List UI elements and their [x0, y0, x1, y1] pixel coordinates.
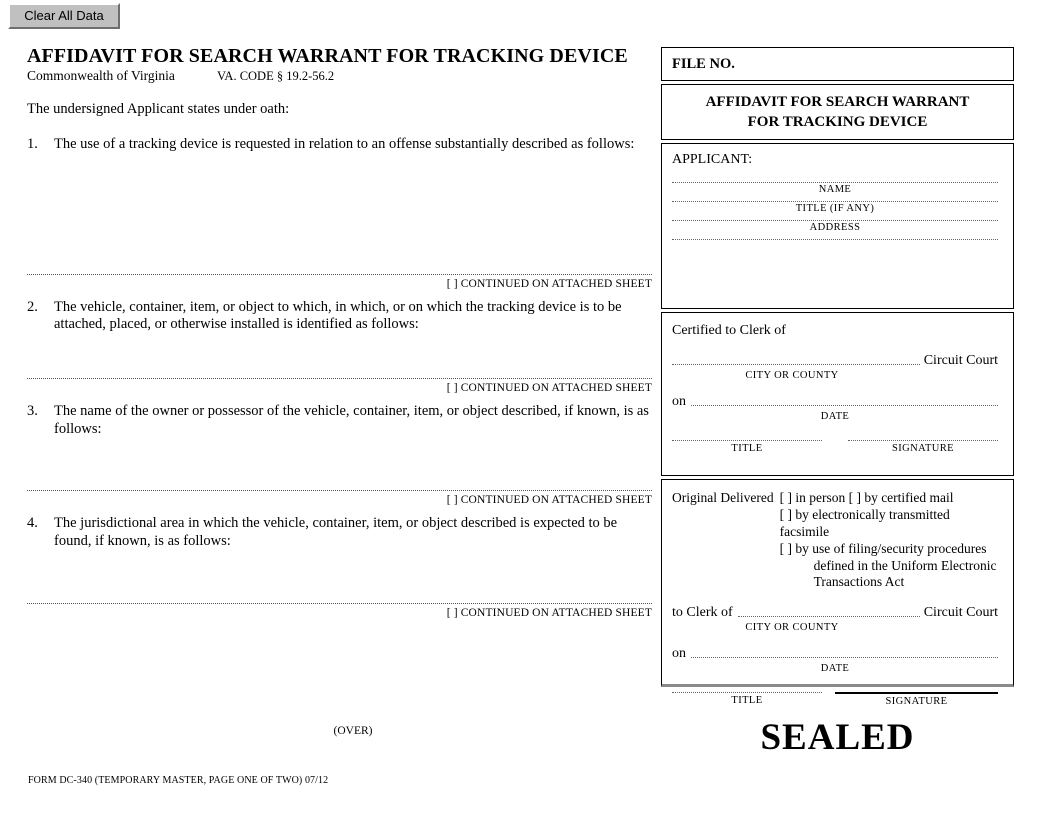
- field-rule: [835, 692, 998, 694]
- form-body: [27, 46, 652, 619]
- filing-security-line2: defined in the Uniform Electronic: [813, 557, 997, 573]
- filing-security-line3: Transactions Act: [813, 574, 905, 590]
- field-rule: [691, 657, 998, 658]
- sidebar-title-box: [661, 84, 1014, 140]
- code-reference-label: VA. CODE § 19.2-56.2: [217, 69, 335, 83]
- answer-area-4[interactable]: [27, 551, 652, 603]
- field-caption: NAME: [818, 184, 852, 195]
- continued-checkbox-1[interactable]: [ ] CONTINUED ON ATTACHED SHEET: [446, 277, 652, 290]
- delivered-options: [672, 490, 998, 591]
- form-item-2: [27, 299, 652, 334]
- field-caption: CITY OR COUNTY: [745, 622, 839, 634]
- answer-rule-4: [27, 603, 652, 604]
- certified-to-clerk-box: [661, 312, 1014, 476]
- field-rule: [672, 220, 998, 221]
- field-caption: SIGNATURE: [892, 443, 954, 454]
- toolbar: [0, 0, 1056, 35]
- delivered-city-county-field[interactable]: [672, 605, 998, 621]
- checkbox-filing-security[interactable]: [ ] by use of filing/security procedures: [779, 540, 987, 556]
- item-text: The use of a tracking device is requested in relation to an offense substantially described as follows:: [54, 136, 635, 152]
- certified-city-county-field[interactable]: [672, 353, 998, 369]
- certified-signature-field[interactable]: [848, 440, 998, 454]
- certified-heading: Certified to Clerk of: [672, 323, 786, 338]
- form-item-3: [27, 403, 652, 438]
- original-delivered-box: [661, 479, 1014, 708]
- applicant-title-field[interactable]: [672, 201, 998, 214]
- answer-rule-1: [27, 274, 652, 275]
- item-number: 4.: [27, 515, 38, 532]
- field-caption: TITLE: [731, 695, 763, 707]
- checkbox-certified-mail[interactable]: [ ] by certified mail: [848, 490, 954, 505]
- on-label: on: [672, 394, 686, 409]
- file-no-box[interactable]: [661, 47, 1014, 81]
- field-rule: [672, 239, 998, 240]
- delivered-date-field[interactable]: [672, 646, 998, 662]
- item-number: 2.: [27, 298, 38, 315]
- answer-area-1[interactable]: [27, 154, 652, 274]
- field-rule: [848, 440, 998, 441]
- page-title: AFFIDAVIT FOR SEARCH WARRANT FOR TRACKING DEVICE: [27, 45, 628, 67]
- delivered-signature-field[interactable]: [835, 692, 998, 707]
- field-caption: CITY OR COUNTY: [745, 370, 839, 381]
- answer-rule-2: [27, 378, 652, 379]
- jurisdiction-label: Commonwealth of Virginia: [27, 68, 175, 83]
- circuit-court-label: Circuit Court: [923, 605, 998, 621]
- delivered-signature-row: [672, 692, 998, 707]
- checkbox-facsimile[interactable]: [ ] by electronically transmitted facsimile: [779, 506, 950, 539]
- to-clerk-of-label: to Clerk of: [672, 605, 733, 621]
- applicant-address-field-line2[interactable]: [672, 239, 998, 240]
- answer-rule-3: [27, 490, 652, 491]
- field-caption: DATE: [820, 663, 850, 675]
- continued-checkbox-4[interactable]: [ ] CONTINUED ON ATTACHED SHEET: [446, 606, 652, 619]
- subtitle-row: [27, 68, 652, 85]
- oath-statement: The undersigned Applicant states under oath:: [27, 101, 290, 117]
- certified-signature-row: [672, 440, 998, 454]
- field-rule: [672, 182, 998, 183]
- form-item-4: [27, 515, 652, 550]
- checkbox-in-person[interactable]: [ ] in person: [779, 490, 846, 505]
- on-label: on: [672, 646, 686, 662]
- clear-all-data-button[interactable]: Clear All Data: [8, 3, 120, 29]
- circuit-court-label: Circuit Court: [923, 353, 998, 368]
- sidebar-title-line1: AFFIDAVIT FOR SEARCH WARRANT: [705, 93, 970, 110]
- field-rule: [691, 405, 998, 406]
- field-rule: [672, 692, 822, 693]
- field-rule: [738, 616, 920, 617]
- certified-title-field[interactable]: [672, 440, 822, 454]
- field-rule: [672, 201, 998, 202]
- continued-checkbox-3[interactable]: [ ] CONTINUED ON ATTACHED SHEET: [446, 494, 652, 507]
- answer-area-3[interactable]: [27, 438, 652, 490]
- original-delivered-label: Original Delivered: [672, 490, 774, 505]
- over-note: (OVER): [333, 725, 373, 737]
- sidebar-title-line2: FOR TRACKING DEVICE: [747, 114, 928, 130]
- form-number-label: FORM DC-340 (TEMPORARY MASTER, PAGE ONE OF TWO) 07/12: [28, 775, 329, 786]
- file-no-label: FILE NO.: [672, 56, 735, 72]
- applicant-box: [661, 143, 1014, 309]
- field-caption: DATE: [820, 411, 850, 422]
- field-caption: TITLE: [731, 443, 763, 454]
- continued-checkbox-2[interactable]: [ ] CONTINUED ON ATTACHED SHEET: [446, 382, 652, 395]
- field-caption: ADDRESS: [809, 222, 861, 233]
- applicant-name-field[interactable]: [672, 182, 998, 195]
- form-item-1: [27, 136, 652, 154]
- applicant-heading: APPLICANT:: [672, 152, 753, 167]
- field-caption: SIGNATURE: [885, 696, 948, 708]
- field-rule: [672, 364, 920, 365]
- field-rule: [672, 440, 822, 441]
- item-text: The jurisdictional area in which the vehicle, container, item, or object described is expected to be found, if known, is as follows:: [54, 515, 618, 550]
- item-text: The vehicle, container, item, or object to which, in which, or on which the tracking device is to be attached, placed, or otherwise installed is identified as follows:: [54, 298, 622, 333]
- sidebar: [661, 47, 1014, 708]
- answer-area-2[interactable]: [27, 334, 652, 378]
- item-number: 3.: [27, 403, 38, 420]
- item-number: 1.: [27, 136, 38, 152]
- certified-date-field[interactable]: [672, 394, 998, 410]
- field-caption: TITLE (IF ANY): [795, 203, 875, 214]
- item-text: The name of the owner or possessor of the vehicle, container, item, or object described, if known, is as follows:: [54, 403, 649, 437]
- applicant-address-field[interactable]: [672, 220, 998, 233]
- sealed-stamp: SEALED: [760, 717, 915, 758]
- delivered-title-field[interactable]: [672, 692, 822, 707]
